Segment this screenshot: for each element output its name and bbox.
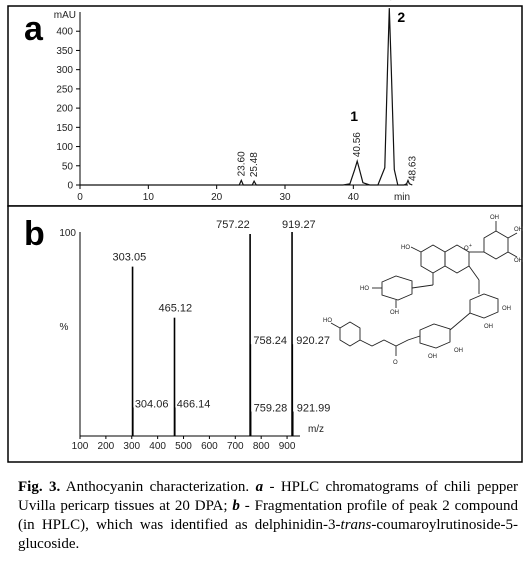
ms-y-axis-label: % — [59, 322, 69, 333]
chrom-y-tick-label: 300 — [56, 65, 73, 77]
ms-x-tick-label: 800 — [252, 441, 270, 452]
ms-peak-label: 919.27 — [282, 219, 316, 231]
caption-a-label: a — [255, 479, 264, 495]
caption-fig-label: Fig. 3. — [18, 479, 61, 495]
ms-peak-label: 920.27 — [296, 335, 330, 348]
chrom-y-tick-label: 0 — [67, 180, 73, 192]
svg-text:HO: HO — [401, 245, 410, 251]
ms-peak-label: 465.12 — [158, 302, 193, 315]
ms-x-tick-label: 300 — [123, 441, 141, 452]
svg-text:OH: OH — [428, 354, 437, 360]
svg-text:OH: OH — [454, 348, 463, 354]
figure-caption — [18, 478, 518, 554]
ms-x-tick-label: 900 — [278, 441, 296, 452]
ms-x-tick-label: 100 — [71, 441, 89, 452]
chrom-x-tick-label: 0 — [77, 192, 83, 203]
ms-peak-label: 303.05 — [112, 251, 147, 264]
chrom-y-tick-label: 50 — [61, 161, 73, 173]
panel-b-letter: b — [24, 215, 45, 253]
ms-peak-label: 921.99 — [296, 402, 331, 415]
caption-text-2: - HPLC chromatograms of chili pepper Uvilla pericarp tissues at 20 DPA; — [18, 479, 518, 514]
svg-text:+: + — [469, 243, 472, 249]
ms-x-tick-label: 500 — [175, 441, 192, 452]
ms-x-axis-label: m/z — [307, 424, 325, 435]
panel-a-frame — [8, 6, 522, 206]
chrom-x-tick-label: 30 — [279, 192, 291, 203]
chrom-x-tick-label: 10 — [142, 192, 154, 203]
ms-peak-label: 757.22 — [216, 219, 250, 232]
ms-peak-label: 466.14 — [176, 398, 211, 411]
chrom-peak-label: 48.63 — [407, 155, 419, 181]
chrom-y-tick-label: 100 — [56, 142, 73, 154]
svg-text:HO: HO — [360, 286, 369, 292]
chrom-x-tick-label: 40 — [347, 192, 359, 203]
caption-trans-word: trans — [340, 517, 372, 533]
ms-peak-label: 759.28 — [253, 402, 288, 415]
chrom-x-axis-label: min — [393, 192, 411, 203]
svg-text:OH: OH — [390, 310, 399, 316]
svg-text:HO: HO — [323, 318, 332, 324]
chrom-peak-number: 1 — [350, 108, 359, 125]
ms-x-tick-label: 200 — [97, 441, 115, 452]
caption-text-1: Anthocyanin characterization. — [60, 479, 256, 495]
chrom-y-axis-label: mAU — [53, 10, 76, 21]
svg-text:O: O — [393, 360, 398, 366]
svg-text:OH: OH — [514, 227, 523, 233]
ms-peak-label: 304.06 — [134, 398, 169, 411]
chrom-peak-label: 25.48 — [249, 152, 261, 178]
ms-x-tick-label: 700 — [226, 441, 244, 452]
panel-a-letter: a — [24, 10, 43, 48]
ms-x-tick-label: 600 — [201, 441, 218, 452]
svg-text:OH: OH — [502, 306, 511, 312]
panel-b-frame — [8, 206, 522, 462]
ms-y-tick-label: 100 — [59, 228, 76, 239]
ms-peak-label: 758.24 — [253, 335, 288, 348]
chrom-peak-number: 2 — [397, 9, 406, 25]
chrom-y-tick-label: 350 — [56, 45, 73, 57]
chrom-x-tick-label: 20 — [211, 192, 223, 203]
svg-text:OH: OH — [484, 324, 493, 330]
caption-text-3: - Fragmentation profile of peak 2 compound (in HPLC), which was identified as delphinidin-3- — [18, 498, 518, 533]
svg-text:O: O — [464, 246, 469, 252]
chrom-y-tick-label: 200 — [56, 103, 73, 115]
svg-text:OH: OH — [490, 215, 499, 221]
ms-x-tick-label: 400 — [149, 441, 166, 452]
svg-text:OH: OH — [514, 258, 523, 264]
chrom-y-tick-label: 400 — [56, 26, 73, 38]
caption-text-4: -coumaroylrutinoside-5-glucoside. — [18, 517, 518, 552]
chrom-peak-label: 40.56 — [352, 132, 364, 158]
caption-b-label: b — [232, 498, 240, 514]
chrom-peak-label: 23.60 — [236, 151, 248, 177]
chrom-y-tick-label: 250 — [56, 84, 73, 96]
chrom-y-tick-label: 150 — [56, 122, 73, 134]
